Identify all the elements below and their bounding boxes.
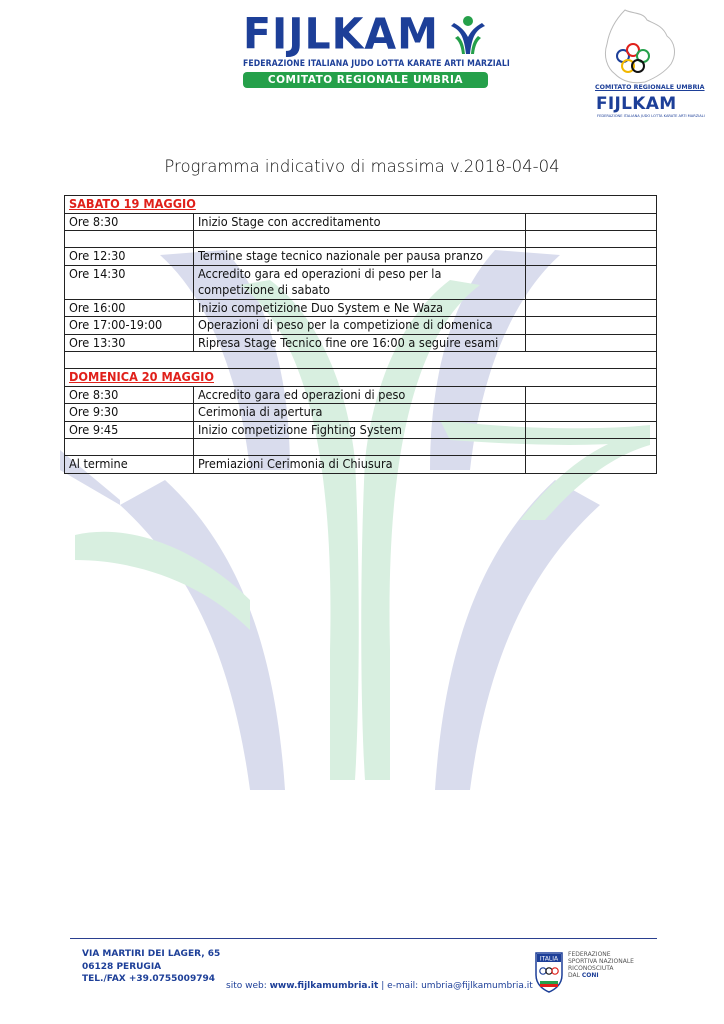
time-cell: Ore 9:45 — [65, 421, 194, 439]
side-logo-word: FIJLKAM — [596, 94, 677, 114]
empty-cell — [65, 439, 194, 456]
logo-subtitle: FEDERAZIONE ITALIANA JUDO LOTTA KARATE ARTI MARZIALI — [243, 59, 510, 69]
regional-logo — [585, 8, 705, 128]
time-cell: Ore 17:00-19:00 — [65, 317, 194, 335]
coni-line: DAL CONI — [568, 972, 599, 979]
table-row — [65, 421, 657, 439]
time-cell: Ore 16:00 — [65, 299, 194, 317]
empty-cell — [65, 352, 657, 369]
table-row — [65, 213, 657, 231]
coni-line: SPORTIVA NAZIONALE — [568, 958, 634, 965]
time-cell: Ore 12:30 — [65, 248, 194, 266]
notes-cell — [525, 248, 656, 266]
empty-cell — [65, 231, 194, 248]
event-cell: Accredito gara ed operazioni di peso — [193, 386, 525, 404]
document-title: Programma indicativo di massima v.2018-04-04 — [164, 157, 560, 176]
side-logo-title: COMITATO REGIONALE UMBRIA — [595, 84, 705, 91]
fijlkam-logo — [243, 8, 510, 88]
table-row — [65, 456, 657, 474]
table-row — [65, 386, 657, 404]
spacer-row — [65, 231, 657, 248]
contacts-separator: | — [381, 981, 385, 991]
footer-contacts — [226, 981, 533, 991]
time-cell: Ore 13:30 — [65, 334, 194, 352]
email-label: e-mail: — [387, 981, 419, 991]
table-row — [65, 404, 657, 422]
event-cell: Inizio competizione Fighting System — [193, 421, 525, 439]
spacer-row — [65, 439, 657, 456]
umbria-map-icon — [585, 8, 695, 88]
spacer-row — [65, 352, 657, 369]
time-cell: Ore 9:30 — [65, 404, 194, 422]
event-cell: Ripresa Stage Tecnico fine ore 16:00 a seguire esami — [193, 334, 525, 352]
empty-cell — [193, 439, 525, 456]
event-cell: Premiazioni Cerimonia di Chiusura — [193, 456, 525, 474]
event-cell: Inizio competizione Duo System e Ne Waza — [193, 299, 525, 317]
footer-divider — [70, 938, 657, 939]
day-header-row — [65, 369, 657, 387]
schedule-table — [64, 195, 657, 474]
notes-cell — [525, 421, 656, 439]
event-cell: Accredito gara ed operazioni di peso per la competizione di sabato — [193, 265, 525, 299]
site-label: sito web: — [226, 981, 267, 991]
table-row — [65, 317, 657, 335]
time-cell: Ore 8:30 — [65, 386, 194, 404]
footer-address — [82, 948, 220, 986]
address-phone: TEL./FAX +39.0755009794 — [82, 974, 215, 984]
notes-cell — [525, 456, 656, 474]
address-city: 06128 PERUGIA — [82, 961, 162, 972]
notes-cell — [525, 317, 656, 335]
notes-cell — [525, 299, 656, 317]
notes-cell — [525, 265, 656, 299]
italia-badge-text: ITALIA — [539, 955, 559, 963]
event-cell: Termine stage tecnico nazionale per pausa pranzo — [193, 248, 525, 266]
event-cell: Operazioni di peso per la competizione di domenica — [193, 317, 525, 335]
italia-shield-icon — [534, 951, 564, 993]
table-row — [65, 248, 657, 266]
day-header: DOMENICA 20 MAGGIO — [65, 369, 657, 387]
table-row — [65, 334, 657, 352]
event-cell: Inizio Stage con accreditamento — [193, 213, 525, 231]
time-cell: Ore 14:30 — [65, 265, 194, 299]
notes-cell — [525, 213, 656, 231]
day-header: SABATO 19 MAGGIO — [65, 196, 657, 214]
athlete-figure-icon — [448, 14, 488, 56]
notes-cell — [525, 386, 656, 404]
side-logo-subtitle: FEDERAZIONE ITALIANA JUDO LOTTA KARATE ARTI MARZIALI — [597, 114, 705, 118]
empty-cell — [525, 231, 656, 248]
site-link[interactable]: www.fijlkamumbria.it — [269, 981, 379, 991]
email-link[interactable]: umbria@fijlkamumbria.it — [421, 981, 533, 991]
empty-cell — [525, 439, 656, 456]
logo-band: COMITATO REGIONALE UMBRIA — [243, 72, 488, 88]
time-cell: Al termine — [65, 456, 194, 474]
notes-cell — [525, 404, 656, 422]
event-cell: Cerimonia di apertura — [193, 404, 525, 422]
table-row — [65, 265, 657, 299]
coni-line: FEDERAZIONE — [568, 951, 611, 958]
day-header-row — [65, 196, 657, 214]
address-street: VIA MARTIRI DEI LAGER, 65 — [82, 949, 221, 959]
empty-cell — [193, 231, 525, 248]
coni-brand: CONI — [581, 972, 599, 979]
logo-wordmark: FIJLKAM — [243, 8, 439, 60]
time-cell: Ore 8:30 — [65, 213, 194, 231]
coni-recognition — [568, 951, 648, 979]
notes-cell — [525, 334, 656, 352]
coni-line: RICONOSCIUTA — [568, 965, 614, 972]
table-row — [65, 299, 657, 317]
